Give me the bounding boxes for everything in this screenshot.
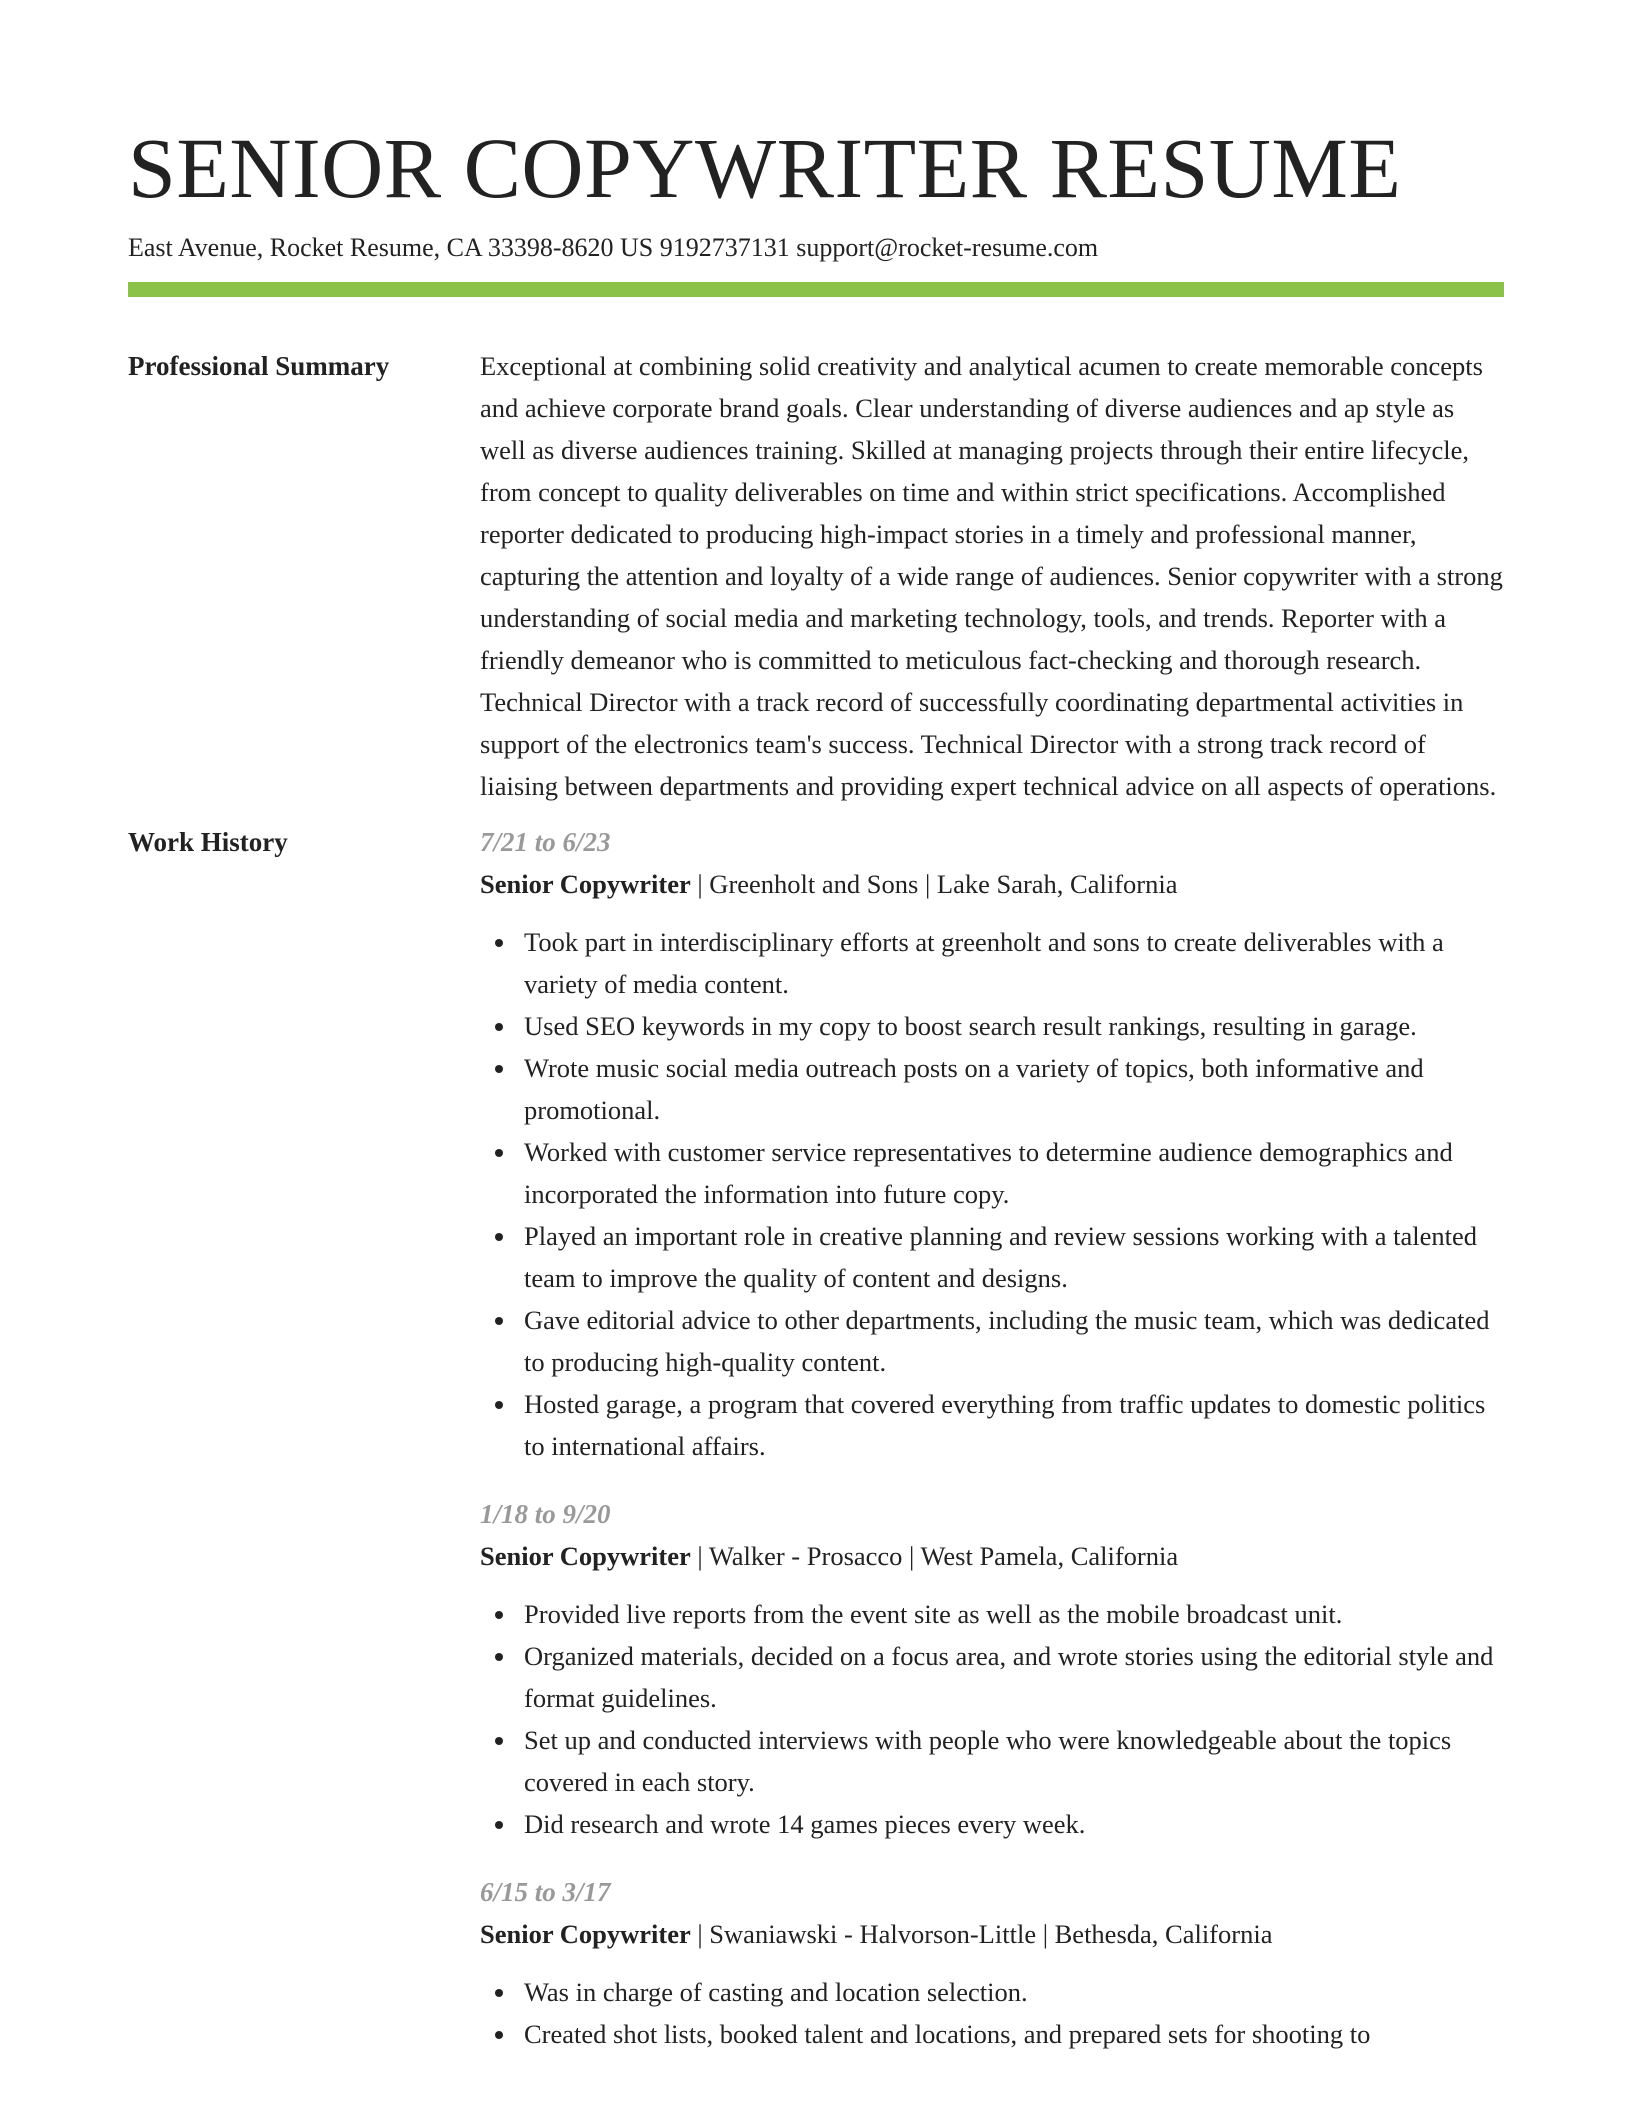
- list-item: Wrote music social media outreach posts on a variety of topics, both informative and promotional.: [480, 1047, 1504, 1131]
- job-bullets: [480, 1593, 1504, 1845]
- job-title: Senior Copywriter: [480, 1919, 691, 1949]
- job-bullets: [480, 1971, 1504, 2055]
- job-header: [480, 863, 1504, 905]
- professional-summary-section: [128, 345, 1504, 807]
- list-item: Took part in interdisciplinary efforts at greenholt and sons to create deliverables with a variety of media content.: [480, 921, 1504, 1005]
- list-item: Created shot lists, booked talent and locations, and prepared sets for shooting to: [480, 2013, 1504, 2055]
- job-entry: [480, 1493, 1504, 1845]
- job-header: [480, 1535, 1504, 1577]
- list-item: Gave editorial advice to other departments, including the music team, which was dedicated to producing high-quality content.: [480, 1299, 1504, 1383]
- contact-line: East Avenue, Rocket Resume, CA 33398-8620 US 9192737131 support@rocket-resume.com: [128, 233, 1099, 262]
- section-label-summary: Professional Summary: [128, 351, 390, 381]
- job-title: Senior Copywriter: [480, 1541, 691, 1571]
- work-history-list: [480, 821, 1504, 2081]
- list-item: Provided live reports from the event site as well as the mobile broadcast unit.: [480, 1593, 1504, 1635]
- job-title: Senior Copywriter: [480, 869, 691, 899]
- list-item: Used SEO keywords in my copy to boost search result rankings, resulting in garage.: [480, 1005, 1504, 1047]
- job-dates: 7/21 to 6/23: [480, 827, 611, 857]
- job-dates: 1/18 to 9/20: [480, 1499, 611, 1529]
- job-dates: 6/15 to 3/17: [480, 1877, 611, 1907]
- accent-divider: [128, 282, 1504, 297]
- job-header: [480, 1913, 1504, 1955]
- list-item: Did research and wrote 14 games pieces every week.: [480, 1803, 1504, 1845]
- work-history-section: [128, 821, 1504, 2081]
- resume-title: SENIOR COPYWRITER RESUME: [128, 120, 1402, 216]
- resume-page: [128, 118, 1504, 2081]
- list-item: Worked with customer service representatives to determine audience demographics and incorporated the information into future copy.: [480, 1131, 1504, 1215]
- section-label-work-history: Work History: [128, 827, 288, 857]
- job-details: | Greenholt and Sons | Lake Sarah, California: [690, 869, 1178, 899]
- job-details: | Swaniawski - Halvorson-Little | Bethesda, California: [690, 1919, 1273, 1949]
- job-details: | Walker - Prosacco | West Pamela, California: [690, 1541, 1179, 1571]
- list-item: Played an important role in creative planning and review sessions working with a talented team to improve the quality of content and designs.: [480, 1215, 1504, 1299]
- summary-text: Exceptional at combining solid creativity and analytical acumen to create memorable concepts and achieve corporate brand goals. Clear understanding of diverse audiences and ap style as well as diverse audiences training. Skilled at managing projects through their entire lifecycle, from concept to quality deliverables on time and within strict specifications. Accomplished reporter dedicated to producing high-impact stories in a timely and professional manner, capturing the attention and loyalty of a wide range of audiences. Senior copywriter with a strong understanding of social media and marketing technology, tools, and trends. Reporter with a friendly demeanor who is committed to meticulous fact-checking and thorough research. Technical Director with a track record of successfully coordinating departmental activities in support of the electronics team's success. Technical Director with a strong track record of liaising between departments and providing expert technical advice on all aspects of operations.: [480, 351, 1503, 801]
- list-item: Was in charge of casting and location selection.: [480, 1971, 1504, 2013]
- job-entry: [480, 821, 1504, 1467]
- list-item: Set up and conducted interviews with people who were knowledgeable about the topics covered in each story.: [480, 1719, 1504, 1803]
- job-bullets: [480, 921, 1504, 1467]
- list-item: Hosted garage, a program that covered everything from traffic updates to domestic politics to international affairs.: [480, 1383, 1504, 1467]
- list-item: Organized materials, decided on a focus area, and wrote stories using the editorial style and format guidelines.: [480, 1635, 1504, 1719]
- job-entry: [480, 1871, 1504, 2055]
